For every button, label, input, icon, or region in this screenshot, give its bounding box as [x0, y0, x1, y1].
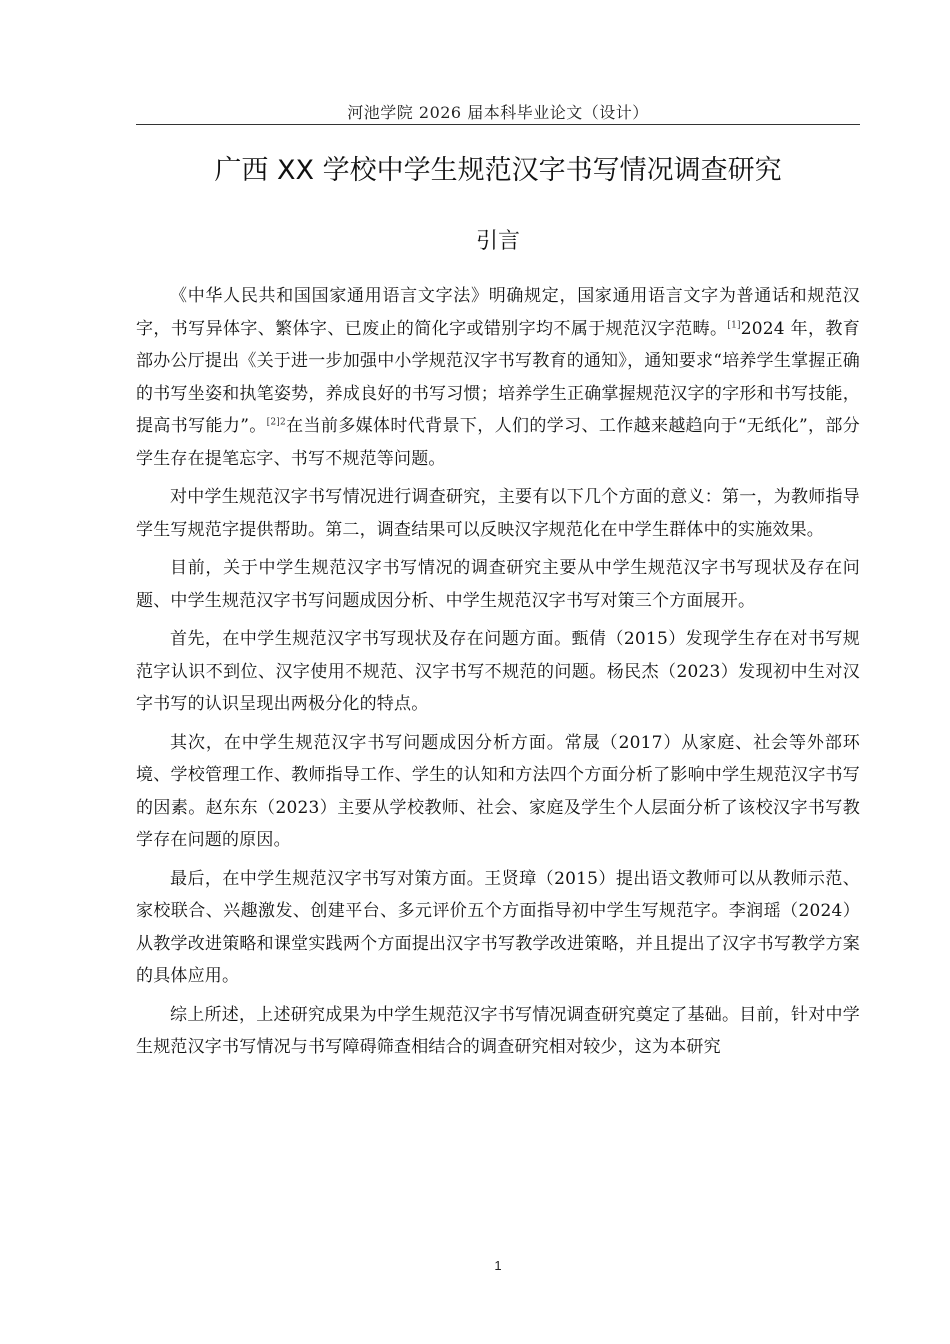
paragraph-6: 最后，在中学生规范汉字书写对策方面。王贤璋（2015）提出语文教师可以从教师示范、家校联合、兴趣激发、创建平台、多元评价五个方面指导初中学生写规范字。李润瑶（2024）从教学改进策略和课堂实践两个方面提出汉字书写教学改进策略，并且提出了汉字书写教学方案的具体应用。: [136, 868, 860, 986]
paragraph-5: 其次，在中学生规范汉字书写问题成因分析方面。常晟（2017）从家庭、社会等外部环境、学校管理工作、教师指导工作、学生的认知和方法四个方面分析了影响中学生规范汉字书写的因素。赵东东（2023）主要从学校教师、社会、家庭及学生个人层面分析了该校汉字书写教学存在问题的原因。: [136, 732, 860, 850]
paper-title: 广西 XX 学校中学生规范汉字书写情况调查研究: [214, 155, 782, 186]
paragraph-2: 对中学生规范汉字书写情况进行调查研究，主要有以下几个方面的意义：第一，为教师指导学生写规范字提供帮助。第二，调查结果可以反映汉字规范化在中学生群体中的实施效果。: [136, 487, 860, 540]
paragraph-4: 首先，在中学生规范汉字书写现状及存在问题方面。甄倩（2015）发现学生存在对书写规范字认识不到位、汉字使用不规范、汉字书写不规范的问题。杨民杰（2023）发现初中生对汉字书写的认识呈现出两极分化的特点。: [136, 629, 860, 714]
citation-2: [2]2: [266, 417, 286, 428]
paragraph-1-part-a: 《中华人民共和国国家通用语言文字法》明确规定，国家通用语言文字为普通话和规范汉字，书写异体字、繁体字、已废止的简化字或错别字均不属于规范汉字范畴。: [136, 286, 860, 339]
section-heading-introduction: 引言: [475, 229, 520, 254]
page-number: 1: [494, 1258, 502, 1273]
citation-1: [1]: [727, 319, 741, 330]
header-rule: [136, 124, 860, 125]
body-text: [136, 280, 860, 1070]
paragraph-1-part-b: 2024 年，教育部办公厅提出《关于进一步加强中小学规范汉字书写教育的通知》，通知要求“培养学生掌握正确的书写坐姿和执笔姿势，养成良好的书写习惯；培养学生正确掌握规范汉字的字形和书写技能，提高书写能力”。: [136, 318, 860, 436]
paragraph-1-part-c: 在当前多媒体时代背景下，人们的学习、工作越来越趋向于“无纸化”，部分学生存在提笔忘字、书写不规范等问题。: [136, 416, 860, 469]
paragraph-7: 综上所述，上述研究成果为中学生规范汉字书写情况调查研究奠定了基础。目前，针对中学生规范汉字书写情况与书写障碍筛查相结合的调查研究相对较少，这为本研究: [136, 1004, 860, 1057]
paragraph-3: 目前，关于中学生规范汉字书写情况的调查研究主要从中学生规范汉字书写现状及存在问题、中学生规范汉字书写问题成因分析、中学生规范汉字书写对策三个方面展开。: [136, 558, 860, 611]
paragraph-1: [136, 280, 860, 475]
running-header: 河池学院 2026 届本科毕业论文（设计）: [347, 103, 649, 122]
